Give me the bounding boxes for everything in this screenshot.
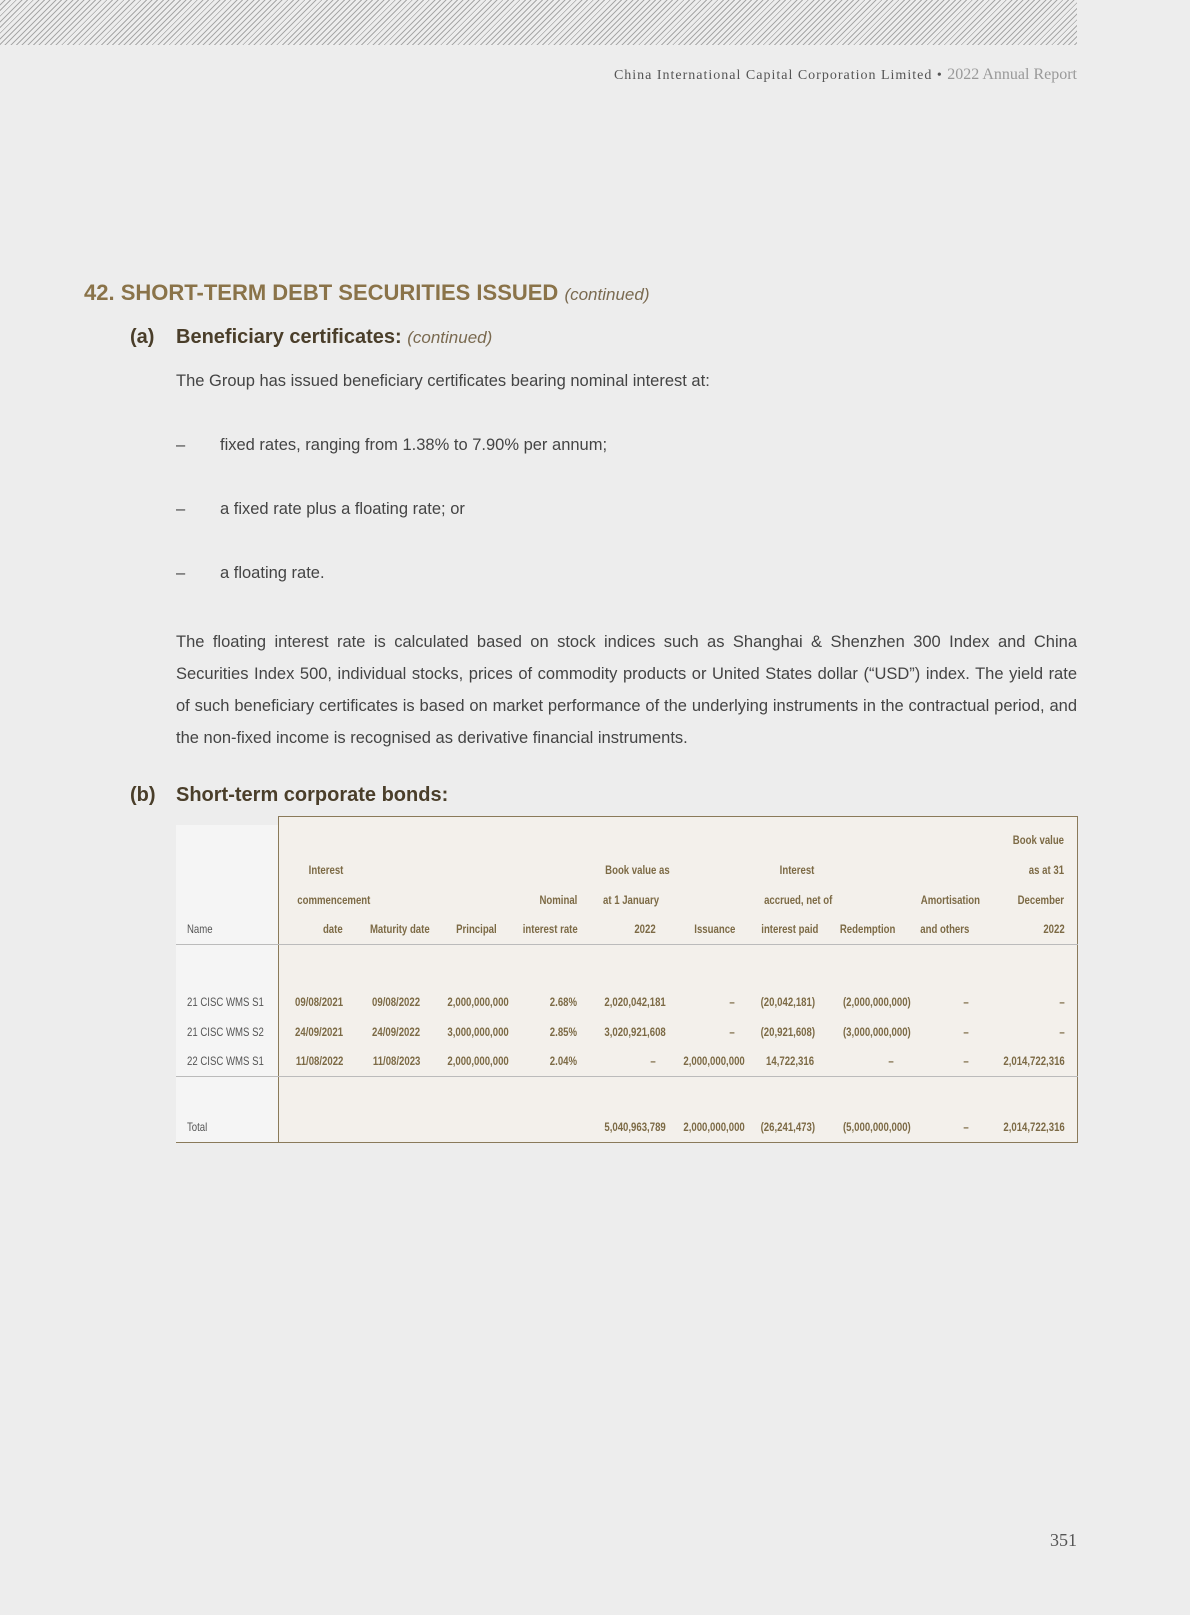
table-row [176, 1017, 1077, 1047]
cell-text: 2,014,722,316 [1003, 1120, 1065, 1135]
cell-text: – [963, 1054, 969, 1069]
table-cell [981, 1077, 1077, 1113]
cell-text: accrued, net of [764, 892, 833, 907]
cell-text: – [650, 1054, 656, 1069]
table-cell [278, 855, 355, 885]
table-cell [589, 885, 668, 915]
table-cell [355, 1113, 432, 1143]
cell-text: – [888, 1054, 894, 1069]
cell-text: 11/08/2022 [295, 1054, 343, 1069]
table-cell [826, 945, 906, 987]
cell-text: 21 CISC WMS S2 [187, 1024, 264, 1039]
table-cell [747, 817, 826, 825]
dash: – [176, 564, 186, 582]
table-cell [826, 855, 906, 885]
table-cell [981, 825, 1077, 855]
section-title: SHORT-TERM DEBT SECURITIES ISSUED [120, 280, 559, 305]
table-cell [509, 945, 589, 987]
cell-text: – [963, 994, 969, 1009]
table-cell [278, 1047, 355, 1077]
cell-text: 2022 [1043, 922, 1065, 937]
dash: – [176, 500, 186, 518]
cell-text: 5,040,963,789 [604, 1120, 666, 1135]
table-cell [432, 915, 509, 945]
section-heading [84, 280, 650, 306]
cell-text: 3,000,000,000 [447, 1024, 509, 1039]
table-cell [747, 855, 826, 885]
table-cell [278, 885, 370, 915]
table-cell [278, 987, 355, 1017]
cell-text: (26,241,473) [760, 1120, 816, 1135]
table-cell [826, 987, 911, 1017]
table-cell [826, 1077, 906, 1113]
table-cell [509, 1113, 589, 1143]
table-cell [509, 1047, 589, 1077]
table-cell [747, 945, 826, 987]
table-cell [906, 945, 981, 987]
table-cell [906, 855, 981, 885]
cell-text: (20,042,181) [760, 994, 816, 1009]
table-cell [589, 915, 668, 945]
table-cell [668, 855, 747, 885]
table-cell [747, 1017, 826, 1047]
cell-text: 2,000,000,000 [683, 1120, 745, 1135]
cell-text: 2.85% [549, 1024, 577, 1039]
cell-text: Amortisation [920, 892, 981, 907]
cell-text: 2.68% [549, 994, 577, 1009]
table-cell [668, 1047, 747, 1077]
subsection-title: Beneficiary certificates: [176, 326, 402, 348]
table-cell [176, 855, 278, 885]
cell-text: – [729, 994, 735, 1009]
table-cell [589, 1113, 668, 1143]
table-cell [981, 885, 1077, 915]
table-cell [826, 1047, 906, 1077]
table-cell [589, 855, 668, 885]
table-cell [278, 945, 355, 987]
cell-text: Total [187, 1120, 208, 1135]
cell-text: 09/08/2022 [371, 994, 420, 1009]
table-cell [747, 1077, 826, 1113]
cell-text: interest rate [522, 922, 578, 937]
table-cell [981, 1113, 1077, 1143]
bullet-item [176, 564, 325, 583]
floating-rate-paragraph: The floating interest rate is calculated based on stock indices such as Shanghai & Shenzhen 300 Index and China Securities Index 500, individual stocks, prices of commodity products or United States dollar (“USD”) index. The yield rate of such beneficiary certificates is based on market performance of the underlying instruments in the contractual period, and the non-fixed income is recognised as derivative financial instruments. [176, 633, 1077, 747]
table-cell [747, 885, 833, 915]
cell-text: 09/08/2021 [294, 994, 343, 1009]
cell-text: 2022 [634, 922, 656, 937]
table-cell [981, 1047, 1077, 1077]
header-row [176, 885, 1077, 915]
dash: – [176, 436, 186, 454]
table-cell [278, 1017, 355, 1047]
table-cell [981, 817, 1077, 825]
table-top [176, 817, 1077, 825]
table-cell [278, 915, 355, 945]
table-cell [432, 1017, 509, 1047]
cell-text: – [1059, 994, 1065, 1009]
table-cell [906, 1077, 981, 1113]
table-cell [509, 1077, 589, 1113]
cell-text: – [729, 1024, 735, 1039]
header-row [176, 825, 1077, 855]
cell-text: 2.04% [549, 1054, 577, 1069]
table-cell [668, 1113, 747, 1143]
cell-text: – [963, 1024, 969, 1039]
table-cell [906, 885, 981, 915]
cell-text: commencement [296, 892, 370, 907]
cell-text: (3,000,000,000) [842, 1024, 911, 1039]
running-header [614, 66, 1077, 84]
table-cell [906, 1047, 981, 1077]
continued-label: (continued) [407, 328, 493, 347]
table-cell [589, 1077, 668, 1113]
table-cell [826, 1113, 911, 1143]
table-cell [432, 945, 509, 987]
table-cell [668, 1077, 747, 1113]
cell-text: Nominal [539, 892, 577, 907]
intro-text: The Group has issued beneficiary certificates bearing nominal interest at: [176, 372, 710, 390]
header-row [176, 915, 1077, 945]
header-row [176, 855, 1077, 885]
cell-text: date [323, 922, 343, 937]
table-cell [355, 945, 432, 987]
subsection-title: Short-term corporate bonds: [176, 784, 449, 806]
cell-text: – [963, 1120, 969, 1135]
table-cell [278, 825, 355, 855]
table-cell [668, 817, 747, 825]
cell-text: interest paid [761, 922, 819, 937]
table-cell [826, 1017, 911, 1047]
subsection-a-heading [130, 326, 492, 349]
table-cell [509, 1017, 589, 1047]
cell-text: Book value [1013, 832, 1065, 847]
table-cell [509, 817, 589, 825]
cell-text: Redemption [839, 922, 896, 937]
table-cell [355, 855, 432, 885]
table-cell [747, 1047, 826, 1077]
table-cell [432, 987, 509, 1017]
table-cell [981, 987, 1077, 1017]
spacer-row [176, 1077, 1077, 1113]
cell-text: 2,020,042,181 [604, 994, 666, 1009]
bullet-item [176, 436, 607, 455]
table-cell [176, 885, 278, 915]
table-cell [432, 1077, 509, 1113]
table-cell [432, 855, 509, 885]
table-cell [355, 1047, 432, 1077]
table-cell [176, 1047, 278, 1077]
table-row [176, 987, 1077, 1017]
table-cell [355, 1077, 432, 1113]
table-cell [432, 1113, 509, 1143]
cell-text: Interest [779, 862, 814, 877]
table-cell [747, 1113, 826, 1143]
table-cell [981, 1017, 1077, 1047]
subsection-label: (b) [130, 784, 156, 806]
table-cell [668, 945, 747, 987]
table-cell [432, 825, 509, 855]
cell-text: 2,014,722,316 [1003, 1054, 1065, 1069]
section-number: 42. [84, 280, 115, 305]
table-cell [589, 987, 668, 1017]
cell-text: 2,000,000,000 [683, 1054, 745, 1069]
table-cell [668, 885, 747, 915]
cell-text: and others [919, 922, 969, 937]
table-cell [826, 885, 906, 915]
table-cell [826, 915, 906, 945]
cell-text: Interest [308, 862, 343, 877]
cell-text: – [1059, 1024, 1065, 1039]
table-cell [826, 817, 906, 825]
table-cell [355, 987, 432, 1017]
table-cell [355, 1017, 432, 1047]
table-cell [509, 825, 589, 855]
table-cell [906, 825, 981, 855]
table-row [176, 1047, 1077, 1077]
corporate-bonds-table [176, 816, 1077, 1143]
table-cell [906, 817, 981, 825]
table-cell [668, 987, 747, 1017]
cell-text: as at 31 [1029, 862, 1065, 877]
table-cell [906, 915, 981, 945]
table-cell [355, 825, 432, 855]
report-title: 2022 Annual Report [947, 66, 1077, 83]
spacer-row [176, 945, 1077, 987]
table-cell [589, 1047, 668, 1077]
cell-text: Name [187, 922, 213, 937]
table-cell [668, 915, 747, 945]
table-cell [176, 915, 278, 945]
cell-text: 22 CISC WMS S1 [187, 1054, 264, 1069]
subsection-b-heading [130, 784, 448, 807]
table-cell [176, 1113, 278, 1143]
table-cell [668, 825, 747, 855]
cell-text: December [1018, 892, 1065, 907]
cell-text: 11/08/2023 [372, 1054, 420, 1069]
table-cell [589, 817, 668, 825]
bullet-separator: • [936, 68, 943, 83]
bullet-text: a floating rate. [220, 564, 325, 582]
table-cell [432, 1047, 509, 1077]
cell-text: (2,000,000,000) [842, 994, 911, 1009]
cell-text: 21 CISC WMS S1 [187, 994, 264, 1009]
table-cell [906, 1017, 981, 1047]
table-cell [278, 1077, 355, 1113]
table-cell [355, 817, 432, 825]
total-row [176, 1113, 1077, 1143]
cell-text: Maturity date [369, 922, 430, 937]
cell-text: (5,000,000,000) [842, 1120, 911, 1135]
cell-text: 2,000,000,000 [447, 994, 509, 1009]
table-cell [355, 915, 432, 945]
table-cell [589, 1017, 668, 1047]
subsection-label: (a) [130, 326, 155, 348]
cell-text: at 1 January [603, 892, 660, 907]
table-cell [176, 817, 278, 825]
table-cell [589, 825, 668, 855]
decorative-hatch-band [0, 0, 1077, 45]
table-cell [981, 945, 1077, 987]
cell-text: (20,921,608) [760, 1024, 816, 1039]
cell-text: 24/09/2021 [294, 1024, 343, 1039]
table-cell [509, 987, 589, 1017]
table-cell [432, 817, 509, 825]
table-cell [278, 817, 355, 825]
bullet-item [176, 500, 465, 519]
table-cell [668, 1017, 747, 1047]
table-cell [826, 825, 906, 855]
table-cell [176, 1077, 278, 1113]
cell-text: Principal [456, 922, 497, 937]
cell-text: 24/09/2022 [371, 1024, 420, 1039]
cell-text: 2,000,000,000 [447, 1054, 509, 1069]
table-cell [176, 1017, 278, 1047]
cell-text: Book value as [605, 862, 670, 877]
table-cell [176, 825, 278, 855]
table-cell [981, 915, 1077, 945]
cell-text: 14,722,316 [765, 1054, 814, 1069]
page-number: 351 [1050, 1530, 1077, 1550]
table-cell [509, 885, 589, 915]
bullet-text: a fixed rate plus a floating rate; or [220, 500, 465, 518]
table-cell [747, 825, 826, 855]
table-cell [589, 945, 668, 987]
table-cell [176, 987, 278, 1017]
table-cell [509, 915, 589, 945]
continued-label: (continued) [564, 285, 650, 304]
table-cell [906, 1113, 981, 1143]
table-cell [278, 1113, 355, 1143]
table-cell [906, 987, 981, 1017]
table-cell [747, 915, 826, 945]
cell-text: Issuance [693, 922, 735, 937]
cell-text: 3,020,921,608 [604, 1024, 666, 1039]
table-cell [176, 945, 278, 987]
bullet-text: fixed rates, ranging from 1.38% to 7.90% per annum; [220, 436, 608, 454]
table-cell [509, 855, 589, 885]
table-cell [747, 987, 826, 1017]
table-cell [981, 855, 1077, 885]
company-name: China International Capital Corporation Limited [613, 68, 933, 83]
table-cell [432, 885, 509, 915]
